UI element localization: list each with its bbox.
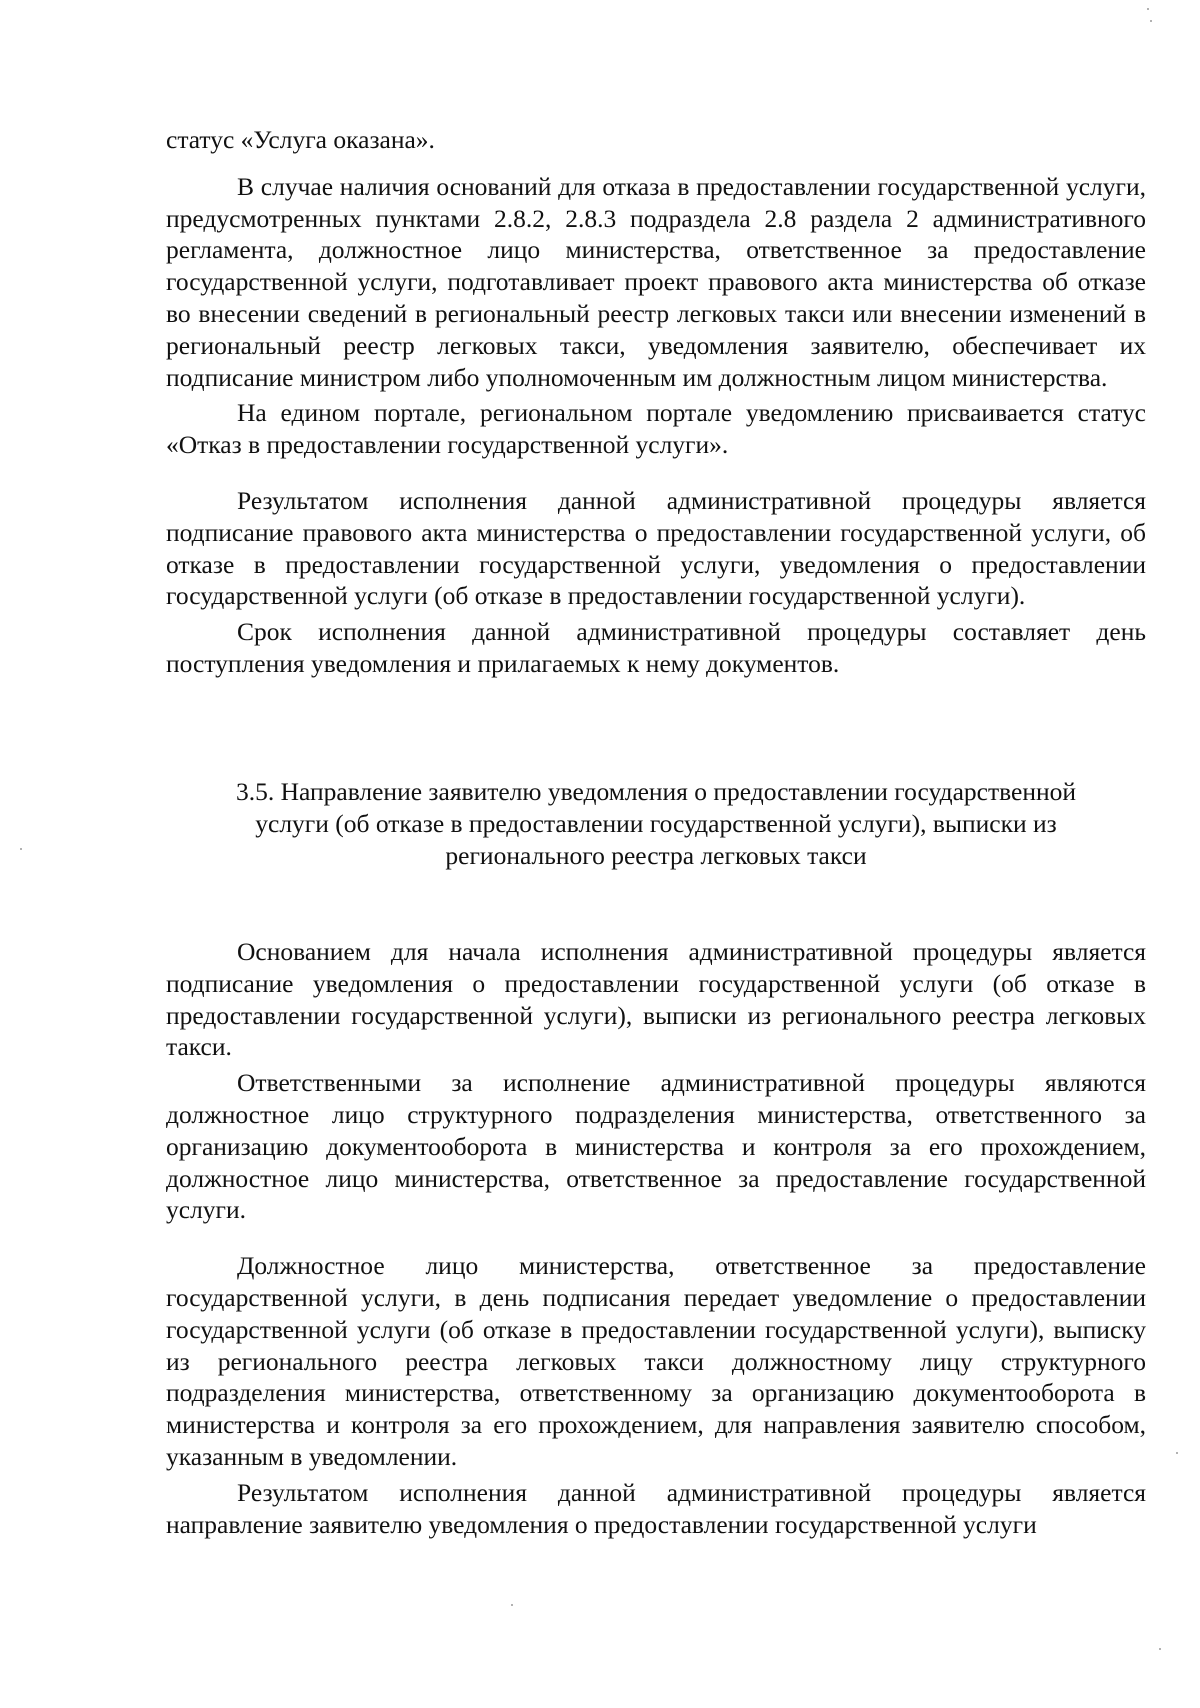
scan-speck: [511, 1604, 513, 1606]
scan-speck: [1176, 1452, 1178, 1454]
procedure-deadline-paragraph: Срок исполнения данной административной процедуры составляет день поступления уведомления и прилагаемых к нему документов.: [166, 617, 1146, 678]
portal-status-paragraph: На едином портале, региональном портале уведомлению присваивается статус «Отказ в предоставлении государственной услуги».: [166, 398, 1146, 460]
responsible-officials-paragraph: Ответственными за исполнение административной процедуры являются должностное лицо структурного подразделения министерства, ответственного за организацию документооборота в министерства и контроля за его прохождением, должностное лицо министерства, ответственное за предоставление государственной услуги.: [166, 1068, 1146, 1225]
scan-speck: [1159, 1648, 1161, 1650]
document-body-lower: [166, 936, 1146, 1540]
document-transfer-paragraph: Должностное лицо министерства, ответственное за предоставление государственной услуги, в день подписания передает уведомление о предоставлении государственной услуги (об отказе в предоставлении государственной услуги), выписку из регионального реестра легковых такси должностному лицу структурного подразделения министерства, ответственному за организацию документооборота в министерства и контроля за его прохождением, для направления заявителю способом, указанным в уведомлении.: [166, 1251, 1146, 1471]
procedure-result-paragraph: Результатом исполнения данной административной процедуры является подписание правового акта министерства о предоставлении государственной услуги, об отказе в предоставлении государственной услуги, уведомления о предоставлении государственной услуги (об отказе в предоставлении государственной услуги).: [166, 485, 1146, 611]
section-heading-line: регионального реестра легковых такси: [445, 841, 867, 870]
status-provided-fragment: статус «Услуга оказана».: [166, 125, 435, 154]
procedure-basis-paragraph: Основанием для начала исполнения административной процедуры является подписание уведомления о предоставлении государственной услуги (об отказе в предоставлении государственной услуги), выписки из регионального реестра легковых такси.: [166, 937, 1146, 1062]
document-body-upper: [166, 124, 1146, 680]
sending-result-paragraph: Результатом исполнения данной административной процедуры является направление заявителю уведомления о предоставлении государственной услуги: [166, 1477, 1146, 1539]
scan-speck: [1150, 20, 1152, 22]
section-heading-line: услуги (об отказе в предоставлении государственной услуги), выписки из: [255, 809, 1057, 838]
scan-speck: [20, 848, 22, 850]
scan-speck: [1147, 8, 1149, 10]
refusal-paragraph: В случае наличия оснований для отказа в предоставлении государственной услуги, предусмотренных пунктами 2.8.2, 2.8.3 подраздела 2.8 раздела 2 административного регламента, должностное лицо министерства, ответственное за предоставление государственной услуги, подготавливает проект правового акта министерства об отказе во внесении сведений в региональный реестр легковых такси или внесении изменений в региональный реестр легковых такси, уведомления заявителю, обеспечивает их подписание министром либо уполномоченным им должностным лицом министерства.: [166, 171, 1146, 392]
section-heading-line: 3.5. Направление заявителю уведомления о предоставлении государственной: [235, 777, 1077, 806]
section-3-5-heading: [166, 776, 1146, 872]
